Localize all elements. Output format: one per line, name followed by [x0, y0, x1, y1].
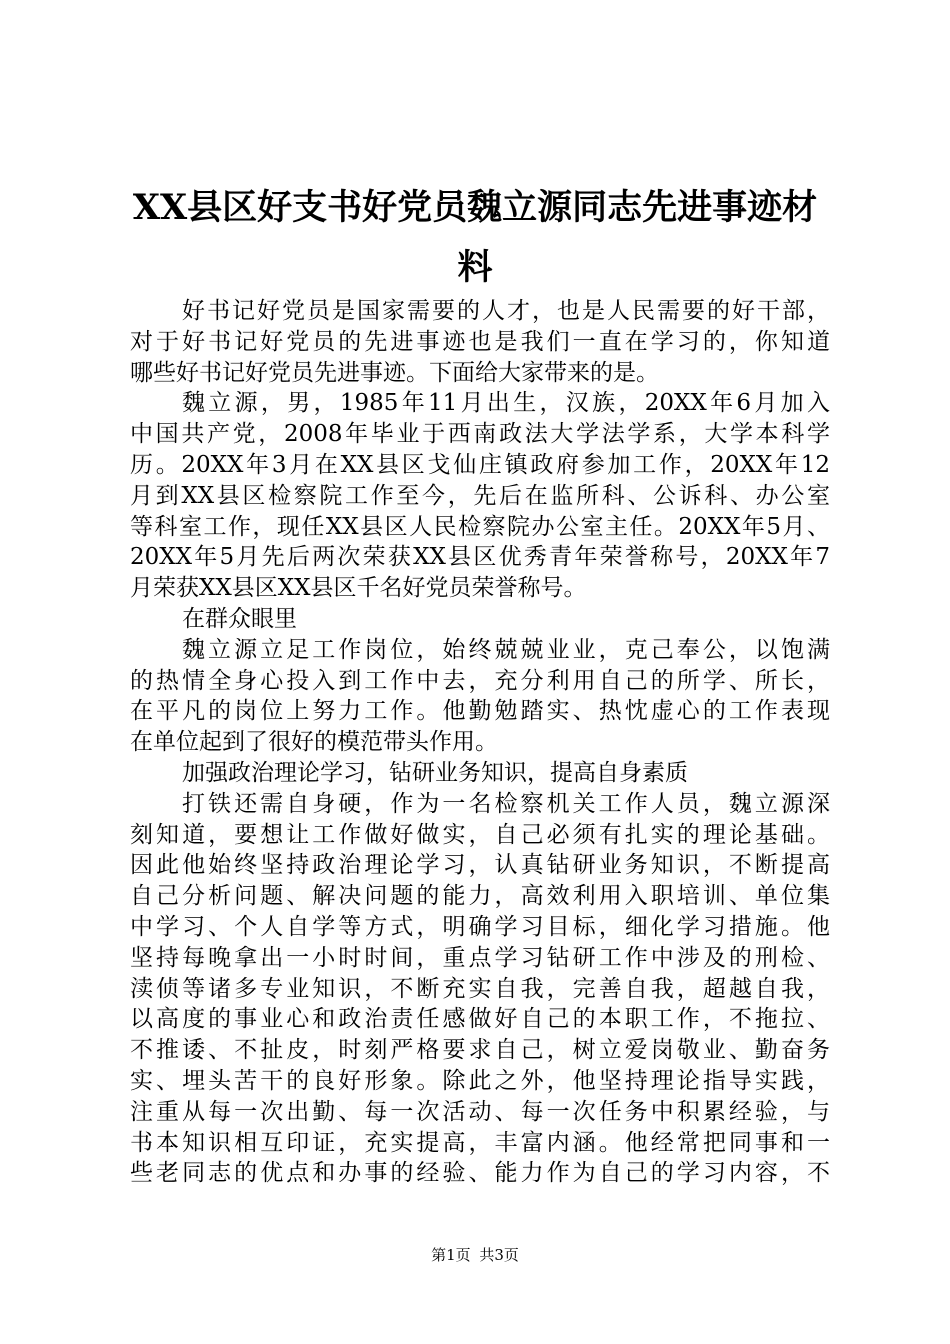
- paragraph-line: 的热情全身心投入到工作中去，充分利用自己的所学、所长，: [130, 667, 830, 694]
- page-number: 第1页: [431, 1246, 471, 1264]
- paragraph-line: 月到XX县区检察院工作至今，先后在监所科、公诉科、办公室: [130, 482, 830, 509]
- section-heading: 在群众眼里: [182, 605, 297, 632]
- paragraph-line: 自己分析问题、解决问题的能力，高效利用入职培训、单位集: [130, 883, 830, 910]
- title-line: XX县区好支书好党员魏立源同志先进事迹材: [132, 187, 818, 228]
- paragraph-line: 在单位起到了很好的模范带头作用。: [130, 729, 498, 756]
- paragraph-line: 刻知道，要想让工作做好做实，自己必须有扎实的理论基础。: [130, 821, 830, 848]
- paragraph-line: 对于好书记好党员的先进事迹也是我们一直在学习的，你知道: [130, 328, 830, 355]
- paragraph-line: 不推诿、不扯皮，时刻严格要求自己，树立爱岗敬业、勤奋务: [130, 1037, 830, 1064]
- paragraph-line: 魏立源立足工作岗位，始终兢兢业业，克己奉公，以饱满: [182, 636, 830, 663]
- paragraph-line: 因此他始终坚持政治理论学习，认真钻研业务知识，不断提高: [130, 852, 830, 879]
- document-title: [100, 178, 850, 298]
- paragraph-line: 中国共产党，2008年毕业于西南政法大学法学系，大学本科学: [130, 421, 830, 448]
- paragraph-line: 注重从每一次出勤、每一次活动、每一次任务中积累经验，与: [130, 1098, 830, 1125]
- paragraph-line: 以高度的事业心和政治责任感做好自己的本职工作，不拖拉、: [130, 1006, 830, 1033]
- paragraph-line: 在平凡的岗位上努力工作。他勤勉踏实、热忱虚心的工作表现: [130, 698, 830, 725]
- paragraph-line: 中学习、个人自学等方式，明确学习目标，细化学习措施。他: [130, 913, 830, 940]
- paragraph-line: 渎侦等诸多专业知识，不断充实自我，完善自我，超越自我，: [130, 975, 830, 1002]
- title-line: 料: [457, 247, 493, 288]
- paragraph-line: 坚持每晚拿出一小时时间，重点学习钻研工作中涉及的刑检、: [130, 944, 830, 971]
- paragraph-line: 哪些好书记好党员先进事迹。下面给大家带来的是。: [130, 359, 659, 386]
- paragraph-line: 实、埋头苦干的良好形象。除此之外，他坚持理论指导实践，: [130, 1067, 830, 1094]
- paragraph-line: 月荣获XX县区XX县区千名好党员荣誉称号。: [130, 575, 587, 602]
- paragraph-line: 历。20XX年3月在XX县区戈仙庄镇政府参加工作，20XX年12: [130, 451, 830, 478]
- paragraph-line: 20XX年5月先后两次荣获XX县区优秀青年荣誉称号，20XX年7: [130, 544, 830, 571]
- page-footer: [0, 1245, 950, 1265]
- page-total: 共3页: [479, 1246, 519, 1264]
- paragraph-line: 书本知识相互印证，充实提高，丰富内涵。他经常把同事和一: [130, 1129, 830, 1156]
- document-body: [130, 296, 830, 1189]
- paragraph-line: 等科室工作，现任XX县区人民检察院办公室主任。20XX年5月、: [130, 513, 830, 540]
- paragraph-line: 好书记好党员是国家需要的人才，也是人民需要的好干部，: [182, 298, 830, 324]
- section-heading: 加强政治理论学习，钻研业务知识，提高自身素质: [182, 759, 688, 786]
- paragraph-line: 些老同志的优点和办事的经验、能力作为自己的学习内容，不: [130, 1160, 830, 1187]
- paragraph-line: 魏立源，男，1985年11月出生，汉族，20XX年6月加入: [182, 390, 830, 417]
- paragraph-line: 打铁还需自身硬，作为一名检察机关工作人员，魏立源深: [182, 790, 830, 817]
